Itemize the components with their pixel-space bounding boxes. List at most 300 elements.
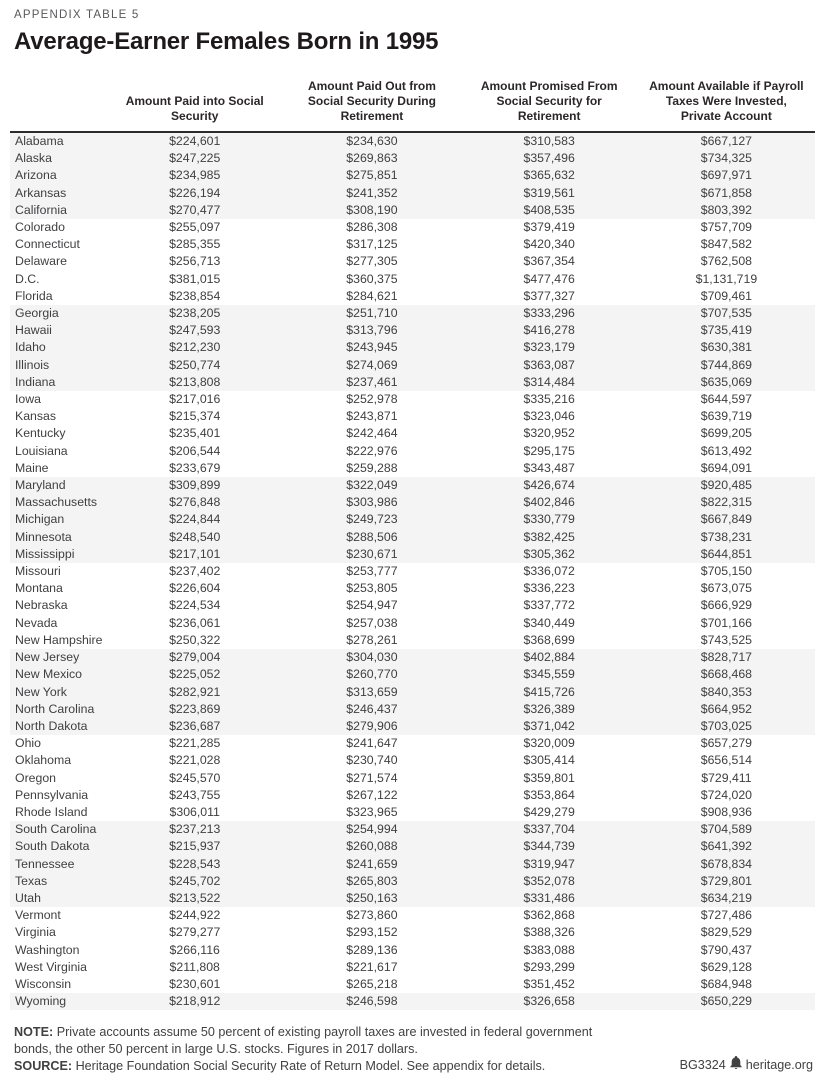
amount-cell: $336,072 [523, 564, 575, 579]
amount-cell: $323,965 [346, 804, 398, 819]
amount-cell: $260,770 [346, 667, 398, 682]
amount-cell: $729,411 [701, 770, 752, 785]
amount-cell: $253,805 [346, 581, 398, 596]
amount-cell: $289,136 [346, 942, 398, 957]
state-name: Rhode Island [15, 804, 88, 819]
site-link: heritage.org [745, 1057, 813, 1072]
column-header-promised: Amount Promised From Social Security for Retirement [461, 59, 638, 132]
amount-cell: $241,659 [346, 856, 398, 871]
amount-cell: $238,205 [169, 306, 221, 321]
state-name: Minnesota [15, 529, 72, 544]
amount-cell: $629,128 [700, 959, 753, 974]
amount-cell: $920,485 [700, 478, 753, 493]
amount-cell: $1,131,719 [695, 271, 758, 286]
amount-cell: $245,702 [169, 873, 221, 888]
table-row [10, 477, 815, 494]
amount-cell: $317,125 [346, 237, 398, 252]
table-row [10, 735, 815, 752]
amount-cell: $667,849 [700, 512, 753, 527]
amount-cell: $241,647 [346, 736, 398, 751]
amount-cell: $250,163 [346, 890, 398, 905]
state-name: Wisconsin [15, 976, 72, 991]
amount-cell: $243,945 [346, 340, 398, 355]
table-row [10, 890, 815, 907]
state-name: Florida [15, 288, 53, 303]
amount-cell: $288,506 [346, 529, 398, 544]
amount-cell: $703,025 [700, 718, 753, 733]
state-name: South Carolina [15, 822, 97, 837]
amount-cell: $822,315 [700, 495, 753, 510]
amount-cell: $236,061 [169, 615, 221, 630]
amount-cell: $206,544 [169, 443, 221, 458]
amount-cell: $613,492 [700, 443, 753, 458]
amount-cell: $284,621 [346, 288, 398, 303]
state-name: New Mexico [15, 667, 82, 682]
amount-cell: $408,535 [523, 202, 575, 217]
amount-cell: $379,419 [523, 220, 575, 235]
table-row [10, 856, 815, 873]
amount-cell: $345,559 [523, 667, 575, 682]
amount-cell: $217,101 [169, 546, 221, 561]
state-name: New Hampshire [15, 632, 103, 647]
amount-cell: $230,671 [346, 546, 398, 561]
amount-cell: $254,947 [346, 598, 398, 613]
source-text: Heritage Foundation Social Security Rate of Return Model. See appendix for details. [75, 1059, 546, 1074]
amount-cell: $221,028 [169, 753, 221, 768]
amount-cell: $829,529 [700, 925, 753, 940]
table-row [10, 873, 815, 890]
state-name: Montana [15, 581, 63, 596]
amount-cell: $650,229 [700, 994, 753, 1009]
table-row [10, 580, 815, 597]
amount-cell: $235,401 [169, 426, 221, 441]
amount-cell: $656,514 [700, 753, 753, 768]
table-row [10, 305, 815, 322]
state-name: Oklahoma [15, 753, 72, 768]
amount-cell: $295,175 [523, 443, 575, 458]
amount-cell: $352,078 [523, 873, 575, 888]
table-row [10, 924, 815, 941]
amount-cell: $377,327 [523, 288, 575, 303]
page-title: Average-Earner Females Born in 1995 [14, 28, 439, 55]
amount-cell: $265,218 [346, 976, 398, 991]
amount-cell: $344,739 [523, 839, 575, 854]
amount-cell: $323,179 [523, 340, 575, 355]
state-name: New Jersey [15, 650, 80, 665]
table-row [10, 253, 815, 270]
amount-cell: $215,937 [169, 839, 221, 854]
table-row [10, 838, 815, 855]
amount-cell: $237,402 [169, 564, 221, 579]
amount-cell: $337,704 [523, 822, 575, 837]
state-name: Oregon [15, 770, 57, 785]
table-row [10, 443, 815, 460]
state-name: Maryland [15, 478, 66, 493]
amount-cell: $744,869 [700, 357, 753, 372]
state-name: Washington [15, 942, 80, 957]
amount-cell: $365,632 [523, 168, 575, 183]
table-row [10, 408, 815, 425]
state-name: Utah [15, 890, 41, 905]
amount-cell: $276,848 [169, 495, 221, 510]
state-name: North Carolina [15, 701, 95, 716]
state-name: Connecticut [15, 237, 80, 252]
table-row [10, 632, 815, 649]
note-text: Private accounts assume 50 percent of existing payroll taxes are invested in federal government bonds, the other 50 percent in large U.S. stocks. Figures in 2017 dollars. [14, 1025, 593, 1057]
state-name: Tennessee [15, 856, 75, 871]
table-row [10, 718, 815, 735]
amount-cell: $260,088 [346, 839, 398, 854]
amount-cell: $310,583 [523, 134, 575, 148]
amount-cell: $353,864 [523, 787, 575, 802]
amount-cell: $336,223 [523, 581, 575, 596]
amount-cell: $224,601 [169, 134, 221, 148]
amount-cell: $668,468 [700, 667, 753, 682]
amount-cell: $293,299 [523, 959, 575, 974]
amount-cell: $271,574 [346, 770, 398, 785]
column-header-paid-in: Amount Paid into Social Security [106, 59, 283, 132]
table-row [10, 322, 815, 339]
amount-cell: $678,834 [700, 856, 753, 871]
state-name: Georgia [15, 306, 59, 321]
state-name: Alaska [15, 151, 52, 166]
amount-cell: $286,308 [346, 220, 398, 235]
state-name: Nevada [15, 615, 58, 630]
amount-cell: $234,630 [346, 134, 398, 148]
amount-cell: $362,868 [523, 908, 575, 923]
amount-cell: $331,486 [523, 890, 575, 905]
amount-cell: $247,593 [169, 323, 221, 338]
amount-cell: $673,075 [700, 581, 753, 596]
state-name: New York [15, 684, 67, 699]
table-body [10, 132, 815, 1010]
table-row [10, 132, 815, 150]
amount-cell: $322,049 [346, 478, 398, 493]
table-row [10, 185, 815, 202]
amount-cell: $249,723 [346, 512, 398, 527]
amount-cell: $236,687 [169, 718, 221, 733]
amount-cell: $326,389 [523, 701, 575, 716]
amount-cell: $248,540 [169, 529, 221, 544]
amount-cell: $707,535 [700, 306, 753, 321]
amount-cell: $293,152 [346, 925, 398, 940]
state-name: Virginia [15, 925, 56, 940]
amount-cell: $279,906 [346, 718, 398, 733]
amount-cell: $213,522 [169, 890, 221, 905]
table-row [10, 615, 815, 632]
amount-cell: $357,496 [523, 151, 575, 166]
amount-cell: $212,230 [169, 340, 221, 355]
amount-cell: $360,375 [346, 271, 398, 286]
amount-cell: $267,122 [346, 787, 398, 802]
amount-cell: $351,452 [523, 976, 575, 991]
amount-cell: $273,860 [346, 908, 398, 923]
table-row [10, 460, 815, 477]
table-row [10, 167, 815, 184]
state-name: North Dakota [15, 718, 88, 733]
amount-cell: $426,674 [523, 478, 575, 493]
amount-cell: $221,285 [169, 736, 221, 751]
data-table [10, 59, 815, 1010]
amount-cell: $630,381 [700, 340, 753, 355]
state-name: Colorado [15, 220, 65, 235]
amount-cell: $790,437 [700, 942, 753, 957]
state-name: Massachusetts [15, 495, 98, 510]
amount-cell: $477,476 [523, 271, 575, 286]
amount-cell: $684,948 [700, 976, 753, 991]
column-header-state [10, 59, 106, 132]
note-label: NOTE: [14, 1025, 54, 1040]
state-name: Pennsylvania [15, 787, 89, 802]
state-name: South Dakota [15, 839, 90, 854]
amount-cell: $908,936 [700, 804, 753, 819]
amount-cell: $217,016 [169, 392, 221, 407]
amount-cell: $337,772 [523, 598, 575, 613]
table-eyebrow: APPENDIX TABLE 5 [14, 9, 140, 21]
amount-cell: $246,437 [346, 701, 398, 716]
state-name: Kansas [15, 409, 57, 424]
amount-cell: $226,194 [169, 185, 221, 200]
table-row [10, 770, 815, 787]
amount-cell: $701,166 [700, 615, 753, 630]
amount-cell: $254,994 [346, 822, 398, 837]
state-name: D.C. [15, 271, 40, 286]
amount-cell: $234,985 [169, 168, 221, 183]
table-row [10, 804, 815, 821]
amount-cell: $228,543 [169, 856, 221, 871]
table-row [10, 391, 815, 408]
amount-cell: $429,279 [523, 804, 575, 819]
amount-cell: $230,601 [169, 976, 221, 991]
amount-cell: $222,976 [346, 443, 398, 458]
amount-cell: $320,952 [523, 426, 575, 441]
amount-cell: $308,190 [346, 202, 398, 217]
amount-cell: $634,219 [700, 890, 753, 905]
table-row [10, 339, 815, 356]
amount-cell: $319,947 [523, 856, 575, 871]
heritage-bell-icon [730, 1056, 742, 1074]
amount-cell: $641,392 [700, 839, 753, 854]
table-row [10, 357, 815, 374]
amount-cell: $221,617 [346, 959, 398, 974]
footer-branding [680, 1056, 813, 1075]
amount-cell: $218,912 [169, 994, 221, 1009]
table-row [10, 374, 815, 391]
amount-cell: $224,534 [169, 598, 221, 613]
amount-cell: $420,340 [523, 237, 575, 252]
amount-cell: $226,604 [169, 581, 221, 596]
amount-cell: $259,288 [346, 460, 398, 475]
state-name: Iowa [15, 392, 41, 407]
table-row [10, 236, 815, 253]
table-row [10, 288, 815, 305]
amount-cell: $223,869 [169, 701, 221, 716]
amount-cell: $709,461 [700, 288, 753, 303]
amount-cell: $277,305 [346, 254, 398, 269]
amount-cell: $762,508 [700, 254, 753, 269]
table-row [10, 511, 815, 528]
amount-cell: $381,015 [169, 271, 221, 286]
table-row [10, 976, 815, 993]
state-name: Nebraska [15, 598, 68, 613]
table-header [10, 59, 815, 132]
column-header-private-account: Amount Available if Payroll Taxes Were Invested, Private Account [638, 59, 815, 132]
table-row [10, 993, 815, 1010]
amount-cell: $383,088 [523, 942, 575, 957]
amount-cell: $275,851 [346, 168, 398, 183]
amount-cell: $251,710 [346, 306, 398, 321]
amount-cell: $314,484 [523, 374, 575, 389]
amount-cell: $828,717 [700, 650, 753, 665]
amount-cell: $237,461 [346, 374, 398, 389]
amount-cell: $367,354 [523, 254, 575, 269]
amount-cell: $724,020 [700, 787, 753, 802]
amount-cell: $664,952 [700, 701, 753, 716]
state-name: Missouri [15, 564, 61, 579]
amount-cell: $237,213 [169, 822, 221, 837]
amount-cell: $244,922 [169, 908, 221, 923]
amount-cell: $735,419 [700, 323, 753, 338]
amount-cell: $313,796 [346, 323, 398, 338]
amount-cell: $363,087 [523, 357, 575, 372]
amount-cell: $323,046 [523, 409, 575, 424]
amount-cell: $644,851 [700, 546, 753, 561]
amount-cell: $242,464 [346, 426, 398, 441]
amount-cell: $265,803 [346, 873, 398, 888]
table-row [10, 529, 815, 546]
amount-cell: $333,296 [523, 306, 575, 321]
state-name: Vermont [15, 908, 61, 923]
amount-cell: $757,709 [700, 220, 753, 235]
amount-cell: $415,726 [523, 684, 575, 699]
amount-cell: $639,719 [700, 409, 753, 424]
source-label: SOURCE: [14, 1059, 73, 1074]
amount-cell: $279,277 [169, 925, 221, 940]
state-name: California [15, 202, 67, 217]
state-name: Alabama [15, 134, 64, 148]
state-name: Kentucky [15, 426, 66, 441]
amount-cell: $657,279 [700, 736, 753, 751]
amount-cell: $343,487 [523, 460, 575, 475]
amount-cell: $697,971 [700, 168, 753, 183]
amount-cell: $306,011 [169, 804, 220, 819]
amount-cell: $402,846 [523, 495, 575, 510]
table-row [10, 821, 815, 838]
amount-cell: $326,658 [523, 994, 575, 1009]
amount-cell: $233,679 [169, 460, 221, 475]
amount-cell: $416,278 [523, 323, 575, 338]
amount-cell: $213,808 [169, 374, 221, 389]
amount-cell: $368,699 [523, 632, 575, 647]
amount-cell: $840,353 [700, 684, 753, 699]
amount-cell: $256,713 [169, 254, 221, 269]
column-header-paid-out: Amount Paid Out from Social Security During Retirement [283, 59, 460, 132]
amount-cell: $269,863 [346, 151, 398, 166]
footer [14, 1024, 813, 1075]
amount-cell: $330,779 [523, 512, 575, 527]
table-row [10, 752, 815, 769]
amount-cell: $224,844 [169, 512, 221, 527]
amount-cell: $257,038 [346, 615, 398, 630]
amount-cell: $304,030 [346, 650, 398, 665]
amount-cell: $247,225 [169, 151, 221, 166]
state-name: Indiana [15, 374, 56, 389]
amount-cell: $282,921 [169, 684, 221, 699]
amount-cell: $699,205 [700, 426, 753, 441]
amount-cell: $635,069 [700, 374, 753, 389]
table-row [10, 150, 815, 167]
state-name: Wyoming [15, 994, 67, 1009]
amount-cell: $238,854 [169, 288, 221, 303]
table-row [10, 649, 815, 666]
amount-cell: $738,231 [700, 529, 753, 544]
state-name: Ohio [15, 736, 41, 751]
amount-cell: $319,561 [523, 185, 575, 200]
amount-cell: $305,414 [523, 753, 575, 768]
state-name: Texas [15, 873, 48, 888]
state-name: West Virginia [15, 959, 87, 974]
amount-cell: $255,097 [169, 220, 221, 235]
amount-cell: $253,777 [346, 564, 398, 579]
amount-cell: $241,352 [346, 185, 398, 200]
amount-cell: $729,801 [700, 873, 753, 888]
amount-cell: $313,659 [346, 684, 398, 699]
amount-cell: $225,052 [169, 667, 221, 682]
table-row [10, 202, 815, 219]
state-name: Michigan [15, 512, 65, 527]
state-name: Mississippi [15, 546, 75, 561]
state-name: Arkansas [15, 185, 67, 200]
amount-cell: $285,355 [169, 237, 221, 252]
amount-cell: $303,986 [346, 495, 398, 510]
amount-cell: $250,322 [169, 632, 221, 647]
amount-cell: $644,597 [700, 392, 753, 407]
table-row [10, 597, 815, 614]
table-row [10, 959, 815, 976]
amount-cell: $727,486 [700, 908, 753, 923]
state-name: Arizona [15, 168, 57, 183]
table-row [10, 425, 815, 442]
state-name: Maine [15, 460, 49, 475]
amount-cell: $340,449 [523, 615, 575, 630]
amount-cell: $803,392 [700, 202, 753, 217]
amount-cell: $309,899 [169, 478, 221, 493]
amount-cell: $252,978 [346, 392, 398, 407]
amount-cell: $320,009 [523, 736, 575, 751]
amount-cell: $734,325 [700, 151, 753, 166]
amount-cell: $335,216 [523, 392, 575, 407]
amount-cell: $243,871 [346, 409, 398, 424]
state-name: Illinois [15, 357, 50, 372]
table-row [10, 942, 815, 959]
amount-cell: $246,598 [346, 994, 398, 1009]
amount-cell: $211,808 [169, 959, 220, 974]
amount-cell: $671,858 [700, 185, 753, 200]
amount-cell: $266,116 [169, 942, 220, 957]
amount-cell: $270,477 [169, 202, 221, 217]
amount-cell: $250,774 [169, 357, 221, 372]
table-row [10, 219, 815, 236]
table-row [10, 546, 815, 563]
amount-cell: $215,374 [169, 409, 221, 424]
amount-cell: $279,004 [169, 650, 221, 665]
footer-notes [14, 1024, 632, 1075]
amount-cell: $402,884 [523, 650, 575, 665]
amount-cell: $230,740 [346, 753, 398, 768]
amount-cell: $743,525 [700, 632, 753, 647]
amount-cell: $305,362 [523, 546, 575, 561]
table-row [10, 684, 815, 701]
